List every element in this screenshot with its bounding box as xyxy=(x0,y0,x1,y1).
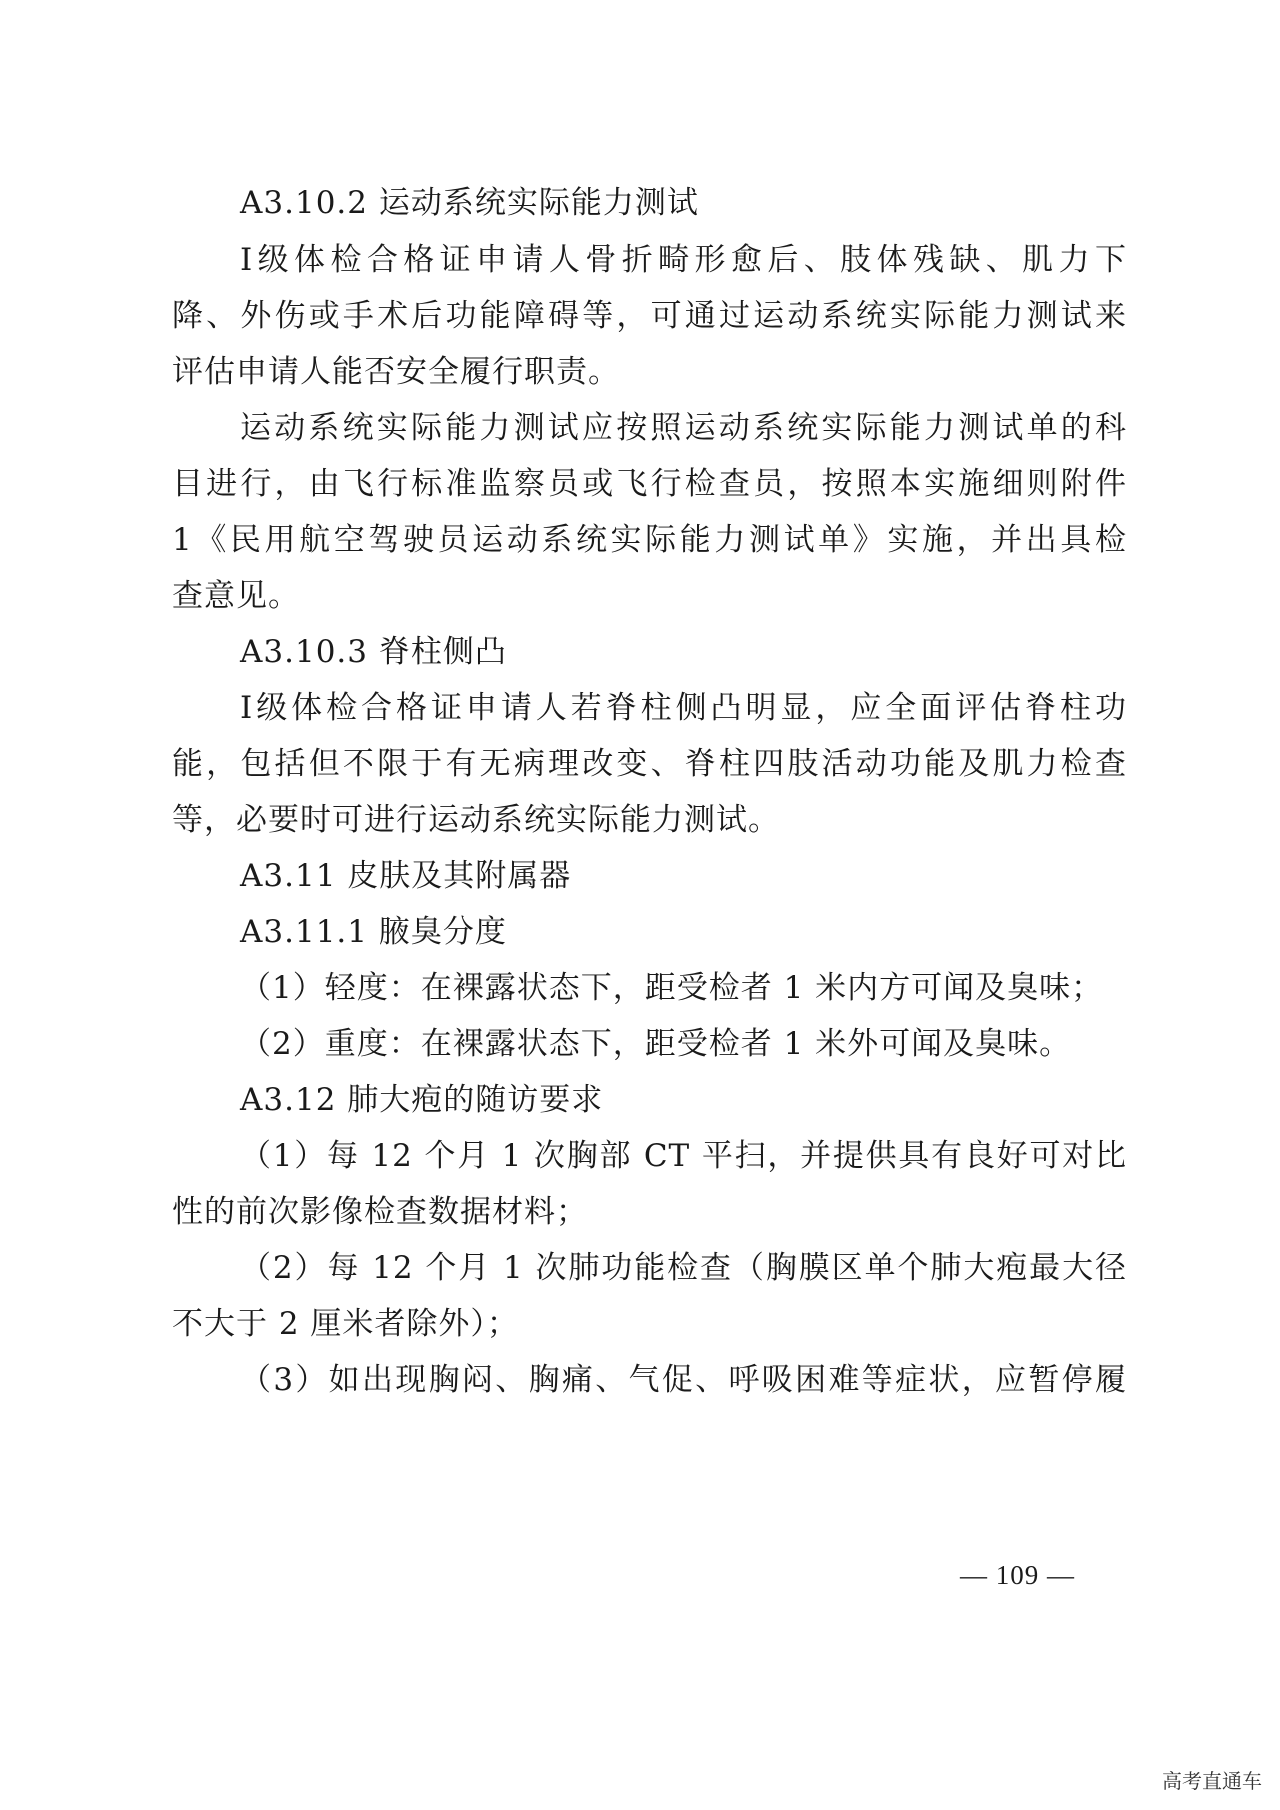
paragraph-line: 能，包括但不限于有无病理改变、脊柱四肢活动功能及肌力检查 xyxy=(172,746,1127,782)
paragraph-line: 目进行，由飞行标准监察员或飞行检查员，按照本实施细则附件 xyxy=(172,466,1127,502)
paragraph-line: 查意见。 xyxy=(172,578,300,614)
list-item: （2）每 12 个月 1 次肺功能检查（胸膜区单个肺大疱最大径 xyxy=(240,1250,1127,1286)
list-item: （2）重度：在裸露状态下，距受检者 1 米外可闻及臭味。 xyxy=(240,1026,1072,1062)
section-heading-a3-10-2: A3.10.2 运动系统实际能力测试 xyxy=(240,185,699,221)
paragraph-line: 等，必要时可进行运动系统实际能力测试。 xyxy=(172,802,780,838)
list-item-continuation: 性的前次影像检查数据材料； xyxy=(172,1194,588,1230)
page-number: — 109 — xyxy=(960,1560,1075,1590)
list-item: （1）每 12 个月 1 次胸部 CT 平扫，并提供具有良好可对比 xyxy=(240,1138,1127,1174)
section-heading-a3-10-3: A3.10.3 脊柱侧凸 xyxy=(240,634,507,670)
paragraph-line: Ⅰ级体检合格证申请人骨折畸形愈后、肢体残缺、肌力下 xyxy=(240,242,1127,278)
list-item: （1）轻度：在裸露状态下，距受检者 1 米内方可闻及臭味； xyxy=(240,970,1104,1006)
watermark: 高考直通车 xyxy=(1158,1766,1266,1796)
paragraph-line: Ⅰ级体检合格证申请人若脊柱侧凸明显，应全面评估脊柱功 xyxy=(240,690,1127,726)
paragraph-line: 评估申请人能否安全履行职责。 xyxy=(172,354,620,390)
paragraph-line: 运动系统实际能力测试应按照运动系统实际能力测试单的科 xyxy=(240,410,1127,446)
section-heading-a3-11: A3.11 皮肤及其附属器 xyxy=(240,858,572,894)
list-item: （3）如出现胸闷、胸痛、气促、呼吸困难等症状，应暂停履 xyxy=(240,1362,1127,1398)
paragraph-line: 1《民用航空驾驶员运动系统实际能力测试单》实施，并出具检 xyxy=(172,522,1127,558)
paragraph-line: 降、外伤或手术后功能障碍等，可通过运动系统实际能力测试来 xyxy=(172,298,1127,334)
list-item-continuation: 不大于 2 厘米者除外）； xyxy=(172,1306,519,1342)
section-heading-a3-11-1: A3.11.1 腋臭分度 xyxy=(240,914,507,950)
section-heading-a3-12: A3.12 肺大疱的随访要求 xyxy=(240,1082,604,1118)
